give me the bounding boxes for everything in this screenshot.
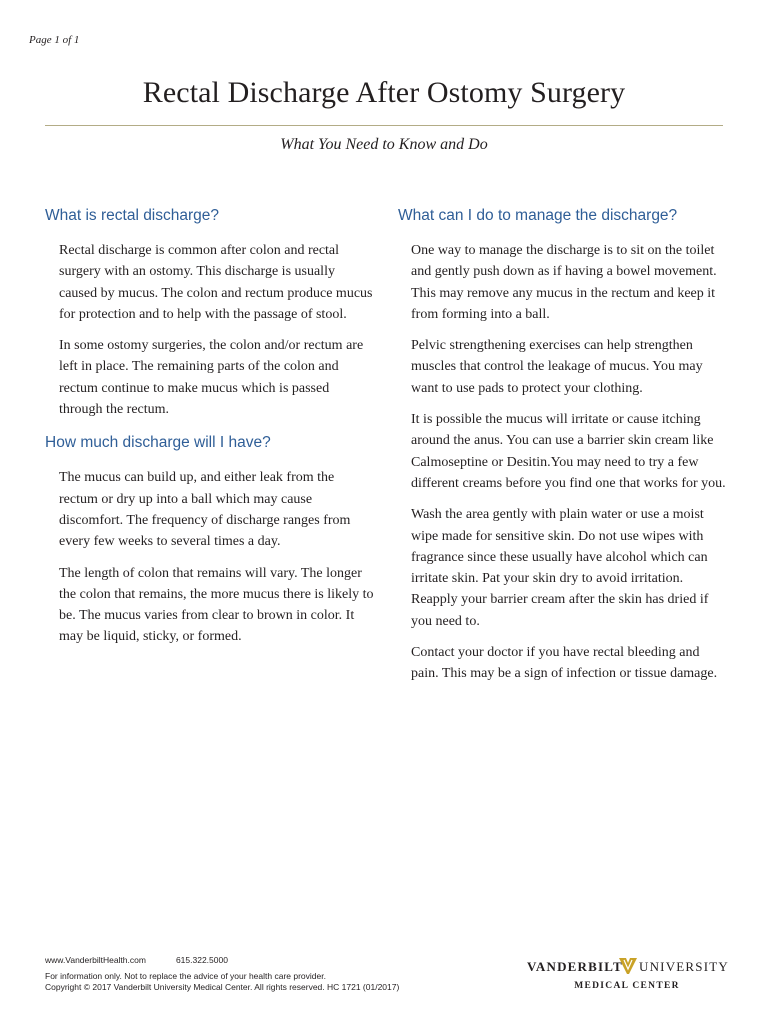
page-number-label: Page 1 of 1	[29, 34, 80, 46]
footer-disclaimer: For information only. Not to replace the advice of your health care provider.	[45, 971, 326, 981]
paragraph: Pelvic strengthening exercises can help strengthen muscles that control the leakage of mucus. You may want to use pads to protect your clothing.	[411, 338, 703, 396]
paragraph: The mucus can build up, and either leak from the rectum or dry up into a ball which may cause discomfort. The frequency of discharge ranges from every few weeks to several times a day.	[59, 470, 351, 550]
footer-phone: 615.322.5000	[175, 955, 228, 965]
oak-leaf-v-icon	[618, 957, 638, 975]
paragraph: Contact your doctor if you have rectal bleeding and pain. This may be a sign of infection or tissue damage.	[411, 645, 718, 682]
paragraph: Wash the area gently with plain water or use a moist wipe made for sensitive skin. Do not use wipes with fragrance since these usually have alcohol which can irritate skin. Pat your skin dry to avoid irritation. Reapply your barrier cream after the skin has dried if you need to.	[411, 507, 709, 629]
page-subtitle: What You Need to Know and Do	[280, 136, 488, 153]
page-footer	[45, 955, 735, 1005]
section-heading: What can I do to manage the discharge?	[398, 207, 678, 224]
title-divider	[45, 125, 723, 126]
section-heading: How much discharge will I have?	[45, 434, 271, 452]
section-what-is-discharge	[45, 205, 375, 420]
page-title: Rectal Discharge After Ostomy Surgery	[142, 76, 626, 109]
section-manage-discharge	[398, 205, 728, 685]
logo-medical-center: MEDICAL CENTER	[574, 981, 680, 991]
paragraph: One way to manage the discharge is to sit on the toilet and gently push down as if having a bowel movement. This may remove any mucus in the rectum and keep it from forming into a ball.	[411, 243, 717, 322]
paragraph: It is possible the mucus will irritate or cause itching around the anus. You can use a barrier skin cream like Calmoseptine or Desitin.You may need to try a few different creams before you find one that works for you.	[411, 412, 726, 491]
section-heading: What is rectal discharge?	[45, 207, 220, 224]
paragraph: The length of colon that remains will vary. The longer the colon that remains, the more mucus there is likely to be. The mucus varies from clear to brown in color. It may be liquid, sticky, or formed.	[59, 565, 374, 645]
left-column	[45, 205, 375, 660]
paragraph: In some ostomy surgeries, the colon and/or rectum are left in place. The remaining parts of the colon and rectum continue to make mucus which is passed through the rectum.	[59, 338, 364, 418]
section-how-much-discharge	[45, 432, 375, 647]
footer-website-link[interactable]: www.VanderbiltHealth.com	[45, 955, 146, 965]
paragraph: Rectal discharge is common after colon and rectal surgery with an ostomy. This discharge is usually caused by mucus. The colon and rectum produce mucus for protection and to help with the passage of stool.	[59, 243, 373, 322]
logo-word-university: UNIVERSITY	[639, 959, 729, 974]
right-column	[398, 205, 728, 697]
footer-contact-line	[45, 955, 228, 965]
footer-copyright: Copyright © 2017 Vanderbilt University Medical Center. All rights reserved. HC 1721 (01/2017)	[45, 982, 400, 992]
vanderbilt-logo	[527, 955, 727, 997]
logo-word-vanderbilt: VANDERBILT	[527, 959, 623, 974]
